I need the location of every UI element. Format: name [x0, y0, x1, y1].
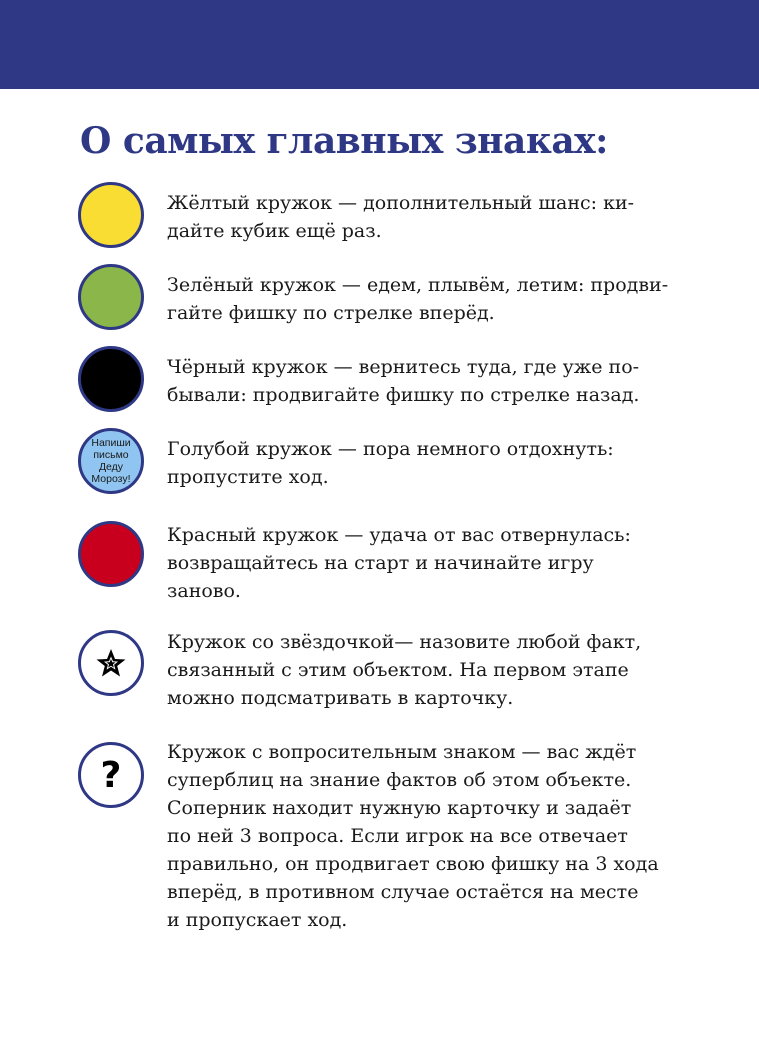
red-circle-icon [78, 521, 144, 587]
black-circle-icon [78, 346, 144, 412]
star-icon [94, 646, 128, 680]
header-band [0, 0, 759, 89]
sign-green-text: Зелёный кружок — едем, плывём, летим: продви- гайте фишку по стрелке вперёд. [167, 274, 669, 324]
sign-light-blue-text: Голубой кружок — пора немного отдохнуть: пропустите ход. [167, 438, 614, 488]
question-mark-icon: ? [100, 754, 122, 796]
star-circle-icon [78, 630, 144, 696]
sign-question-text: Кружок с вопросительным знаком — вас ждёт суперблиц на знание фактов об этом объекте. Соперник находит нужную карточку и задаёт по ней 3 вопроса. Если игрок на все отвечает правильно, он продвигает свою фишку на 3 хода вперёд, в противном случае остаётся на месте и пропускает ход. [167, 741, 659, 931]
green-circle-icon [78, 264, 144, 330]
question-circle-icon [78, 742, 144, 808]
sign-red-text: Красный кружок — удача от вас отвернулась: возвращайтесь на старт и начинайте игру заново. [167, 524, 631, 602]
sign-yellow-text: Жёлтый кружок — дополнительный шанс: ки- дайте кубик ещё раз. [167, 192, 635, 242]
letter-to-santa-badge: Напиши письмо Деду Морозу! [91, 437, 131, 485]
sign-star-text: Кружок со звёздочкой— назовите любой факт, связанный с этим объектом. На первом этапе можно подсматривать в карточку. [167, 631, 642, 709]
light-blue-circle-icon [78, 428, 144, 494]
sign-black-text: Чёрный кружок — вернитесь туда, где уже по- бывали: продвигайте фишку по стрелке назад. [167, 356, 640, 406]
yellow-circle-icon [78, 182, 144, 248]
page-title: О самых главных знаках: [80, 120, 608, 162]
